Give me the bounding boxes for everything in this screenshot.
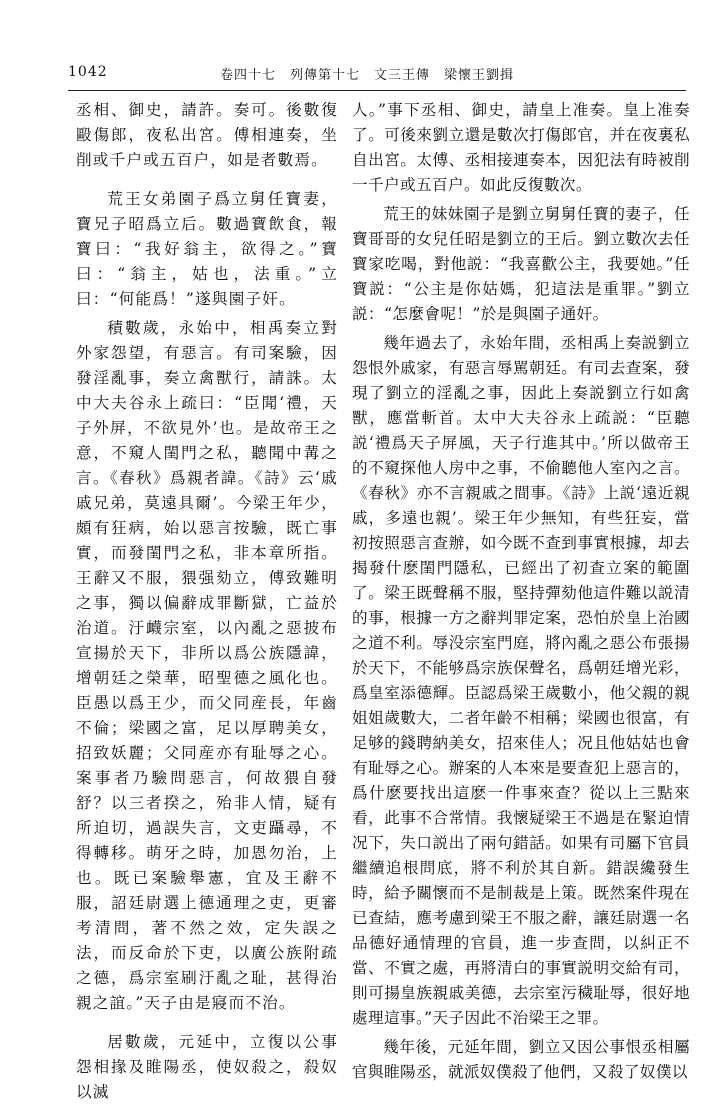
running-title: 卷四十七 列傳第十七 文三王傳 梁懷王劉揖 xyxy=(220,68,515,83)
translation-text-column xyxy=(352,98,690,1085)
paragraph: 荒王女弟園子爲立舅任寶妻，寶兄子昭爲立后。數過寶飲食，報寶曰：“我好翁主，欲得之。”寶曰：“翁主，姑也，法重。”立曰：“何能爲！”遂與園子奸。 xyxy=(76,190,338,308)
page-number: 1042 xyxy=(68,64,108,80)
paragraph: 幾年後，元延年間，劉立又因公事恨丞相屬官與睢陽丞，就派奴僕殺了他們，又殺了奴僕以 xyxy=(352,1038,690,1081)
paragraph: 積數歲，永始中，相禹奏立對外家怨望，有惡言。有司案驗，因發淫亂事，奏立禽獸行，請誅。太中大夫谷永上疏曰：“臣聞‘禮，天子外屏，不欲見外’也。是故帝王之意，不窺人閨門之私，聽聞中冓之言。《春秋》爲親者諱。《詩》云‘戚戚兄弟，莫遠具爾’。今梁王年少，頗有狂病，始以惡言按驗，既亡事實，而發閨門之私，非本章所指。王辭又不服，猥强劾立，傅致難明之事，獨以偏辭成罪斷獄，亡益於治道。汙衊宗室，以內亂之惡披布宣揚於天下，非所以爲公族隱諱，增朝廷之榮華，昭聖德之風化也。臣愚以爲王少，而父同産長，年齒不倫；梁國之富，足以厚聘美女，招致妖麗；父同産亦有耻辱之心。案事者乃驗問惡言，何故猥自發舒？以三者揆之，殆非人情，疑有所迫切，過誤失言，文吏躡尋，不得轉移。萌牙之時，加恩勿治，上也。既已案驗舉憲，宜及王辭不服，詔廷尉選上德通理之吏，更審考清問，著不然之效，定失誤之法，而反命於下吏，以廣公族附疏之德，爲宗室刷汙亂之耻，甚得治親之誼。”天子由是寢而不治。 xyxy=(76,319,338,1012)
paragraph: 人。”事下丞相、御史，請皇上准奏。皇上准奏了。可後來劉立還是數次打傷郎官，并在夜裏私自出宮。太傅、丞相接連奏本，因犯法有時被削一千户或五百户。如此反復數次。 xyxy=(352,101,690,194)
paragraph: 荒王的妹妹園子是劉立舅舅任寶的妻子，任寶哥哥的女兒任昭是劉立的王后。劉立數次去任寶家吃喝，對他説：“我喜歡公主，我要她。”任寶説：“公主是你姑媽，犯這法是重罪。”劉立説：“怎麼會呢！”於是與園子通奸。 xyxy=(352,205,690,323)
paragraph: 居數歲，元延中，立復以公事怨相掾及睢陽丞，使奴殺之，殺奴以滅 xyxy=(76,1033,338,1101)
header-rule xyxy=(68,90,686,91)
paragraph: 幾年過去了，永始年間，丞相禹上奏説劉立怨恨外戚家，有惡言辱駡朝廷。有司去查案，發現了劉立的淫亂之事，因此上奏説劉立行如禽獸，應當斬首。太中大夫谷永上疏説：“臣聽説‘禮爲天子屏風，天子行進其中。’所以做帝王的不窺探他人房中之事，不偷聽他人室內之言。《春秋》亦不言親戚之間事。《詩》上説‘遠近親戚，多遠也親’。梁王年少無知，有些狂妄，當初按照惡言查辦，如今既不查到事實根據，却去揭發什麽閨門隱私，已經出了初查立案的範圍了。梁王既聲稱不服，堅持彈劾他這件難以説清的事，根據一方之辭判罪定案，恐怕於皇上治國之道不利。辱没宗室門庭，將內亂之惡公布張揚於天下，不能够爲宗族保聲名，爲朝廷增光彩，爲皇室添德輝。臣認爲梁王歲數小，他父親的親姐姐歲數大，二者年齡不相稱；梁國也很富，有足够的錢聘納美女，招來佳人；况且他姑姑也會有耻辱之心。辦案的人本來是要查犯上惡言的，爲什麽要找出這麽一件事來查？從以上三點來看，此事不合常情。我懷疑梁王不過是在緊迫情况下，失口説出了兩句錯話。如果有司屬下官員繼續追根問底，將不利於其自新。錯誤纔發生時，給予關懷而不是制裁是上策。既然案件現在已查結，應考慮到梁王不服之辭，讓廷尉選一名品德好通情理的官員，進一步查問，以糾正不當、不實之處，再將清白的事實説明交給有司，則可揚皇族親戚美德，去宗室污穢耻辱，很好地處理這事。”天子因此不治梁王之罪。 xyxy=(352,334,690,1027)
page-header xyxy=(68,64,686,90)
classical-text-column xyxy=(76,98,338,1105)
paragraph: 丞相、御史，請許。奏可。後數復毆傷郎，夜私出宮。傅相連奏，坐削或千户或五百户，如是者數焉。 xyxy=(76,101,338,169)
